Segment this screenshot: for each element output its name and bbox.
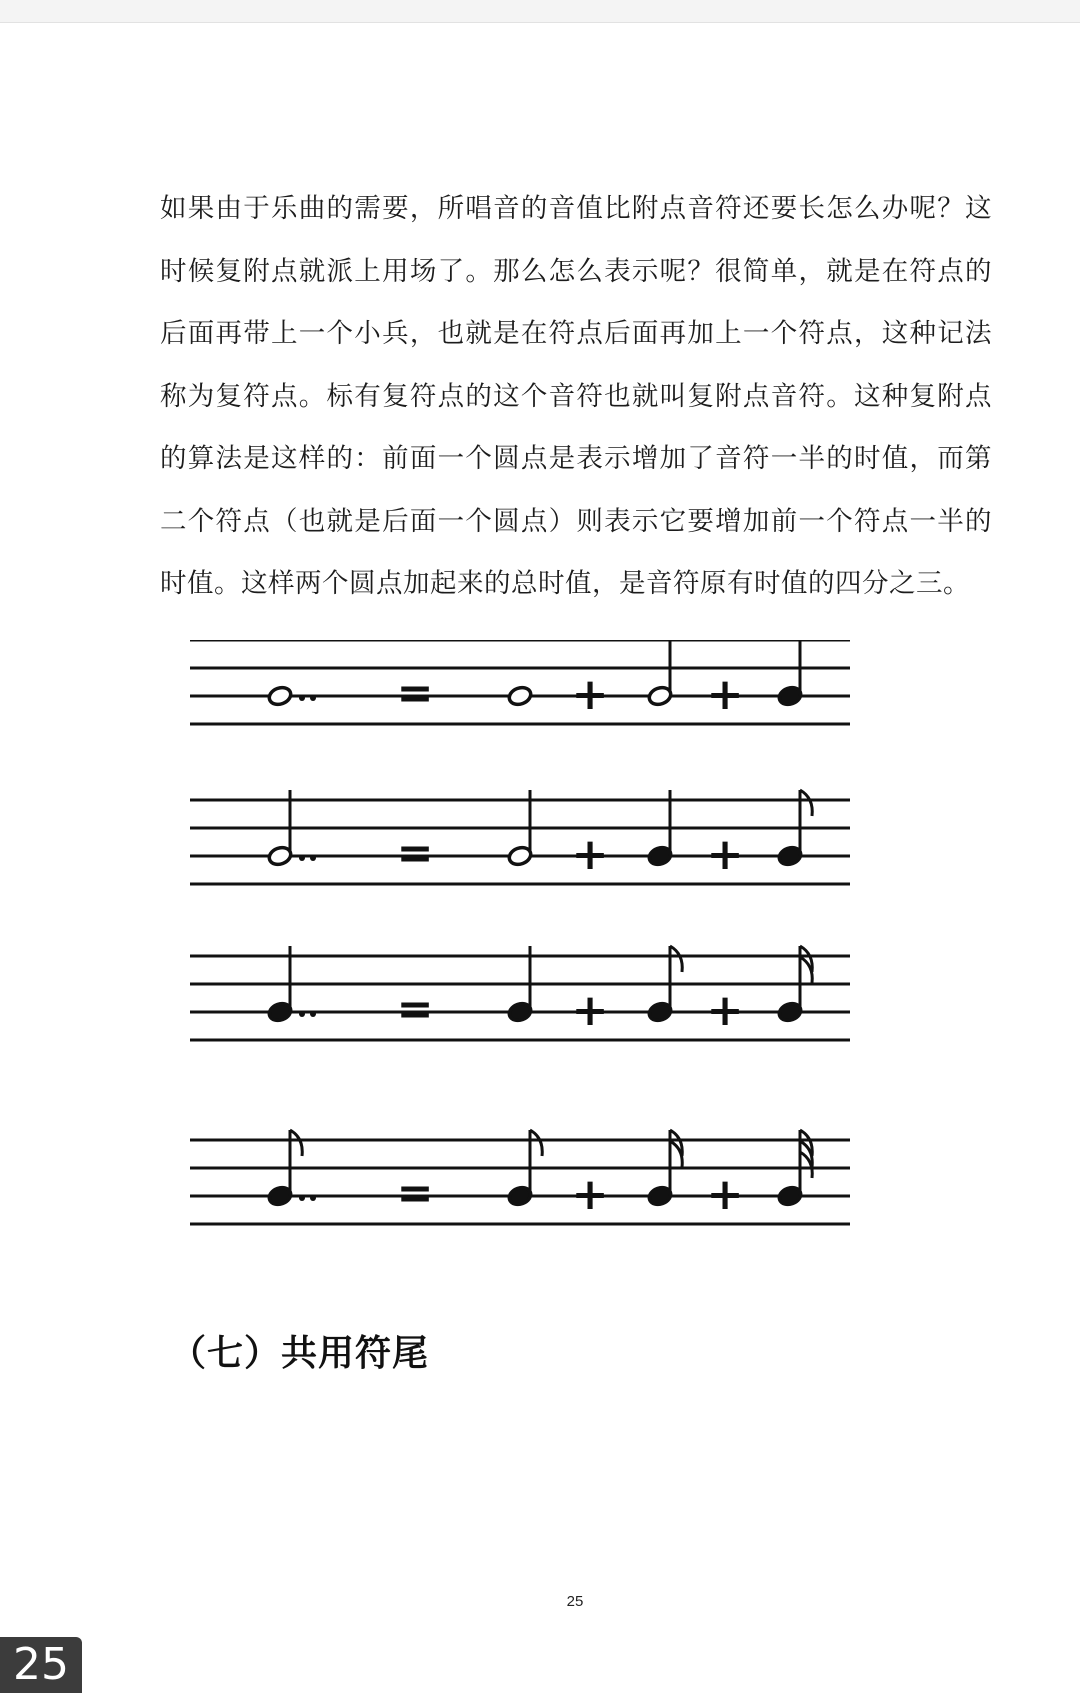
plus-sign: + [571,985,609,1036]
notation-row [190,790,850,884]
notation-row [190,946,850,1040]
note-head [507,685,533,708]
augmentation-dot [299,695,305,701]
augmentation-dot [310,1011,316,1017]
double-dotted-notes-figure [190,640,870,1300]
plus-sign: + [571,669,609,720]
paragraph-text: 如果由于乐曲的需要，所唱音的音值比附点音符还要长怎么办呢？这时候复附点就派上用场了。那么怎么表示呢？很简单，就是在符点的后面再带上一个小兵，也就是在符点后面再加上一个符点，这种记法称为复符点。标有复符点的这个音符也就叫复附点音符。这种复附点的算法是这样的：前面一个圆点是表示增加了音符一半的时值，而第二个符点（也就是后面一个圆点）则表示它要增加前一个符点一半的时值。这样两个圆点加起来的总时值，是音符原有时值的四分之三。 [160,193,992,599]
whole-note [507,685,533,708]
quarter-note [777,640,803,707]
notation-row [190,640,850,724]
plus-sign: + [706,1169,744,1220]
note-flag [670,946,682,972]
note-flag [800,790,812,816]
augmentation-dot [299,1195,305,1201]
equals-sign: = [396,1168,434,1219]
plus-sign: + [706,829,744,880]
augmentation-dot [310,855,316,861]
plus-sign: + [706,669,744,720]
plus-sign: + [571,829,609,880]
equals-sign: = [396,668,434,719]
augmentation-dot [310,1195,316,1201]
section-heading: （七）共用符尾 [170,1333,430,1374]
notation-row [190,1130,850,1224]
equals-sign: = [396,984,434,1035]
augmentation-dot [310,695,316,701]
viewer-page-badge: 25 [0,1637,82,1693]
half-note [647,640,673,707]
page-number: 25 [566,1593,584,1610]
note-flag [530,1130,542,1156]
plus-sign: + [706,985,744,1036]
augmentation-dot [299,1011,305,1017]
augmentation-dot [299,855,305,861]
equals-sign: = [396,828,434,879]
note-head [267,685,293,708]
viewer-top-bar [0,0,1080,23]
body-paragraph [160,178,992,616]
plus-sign: + [571,1169,609,1220]
note-flag [290,1130,302,1156]
